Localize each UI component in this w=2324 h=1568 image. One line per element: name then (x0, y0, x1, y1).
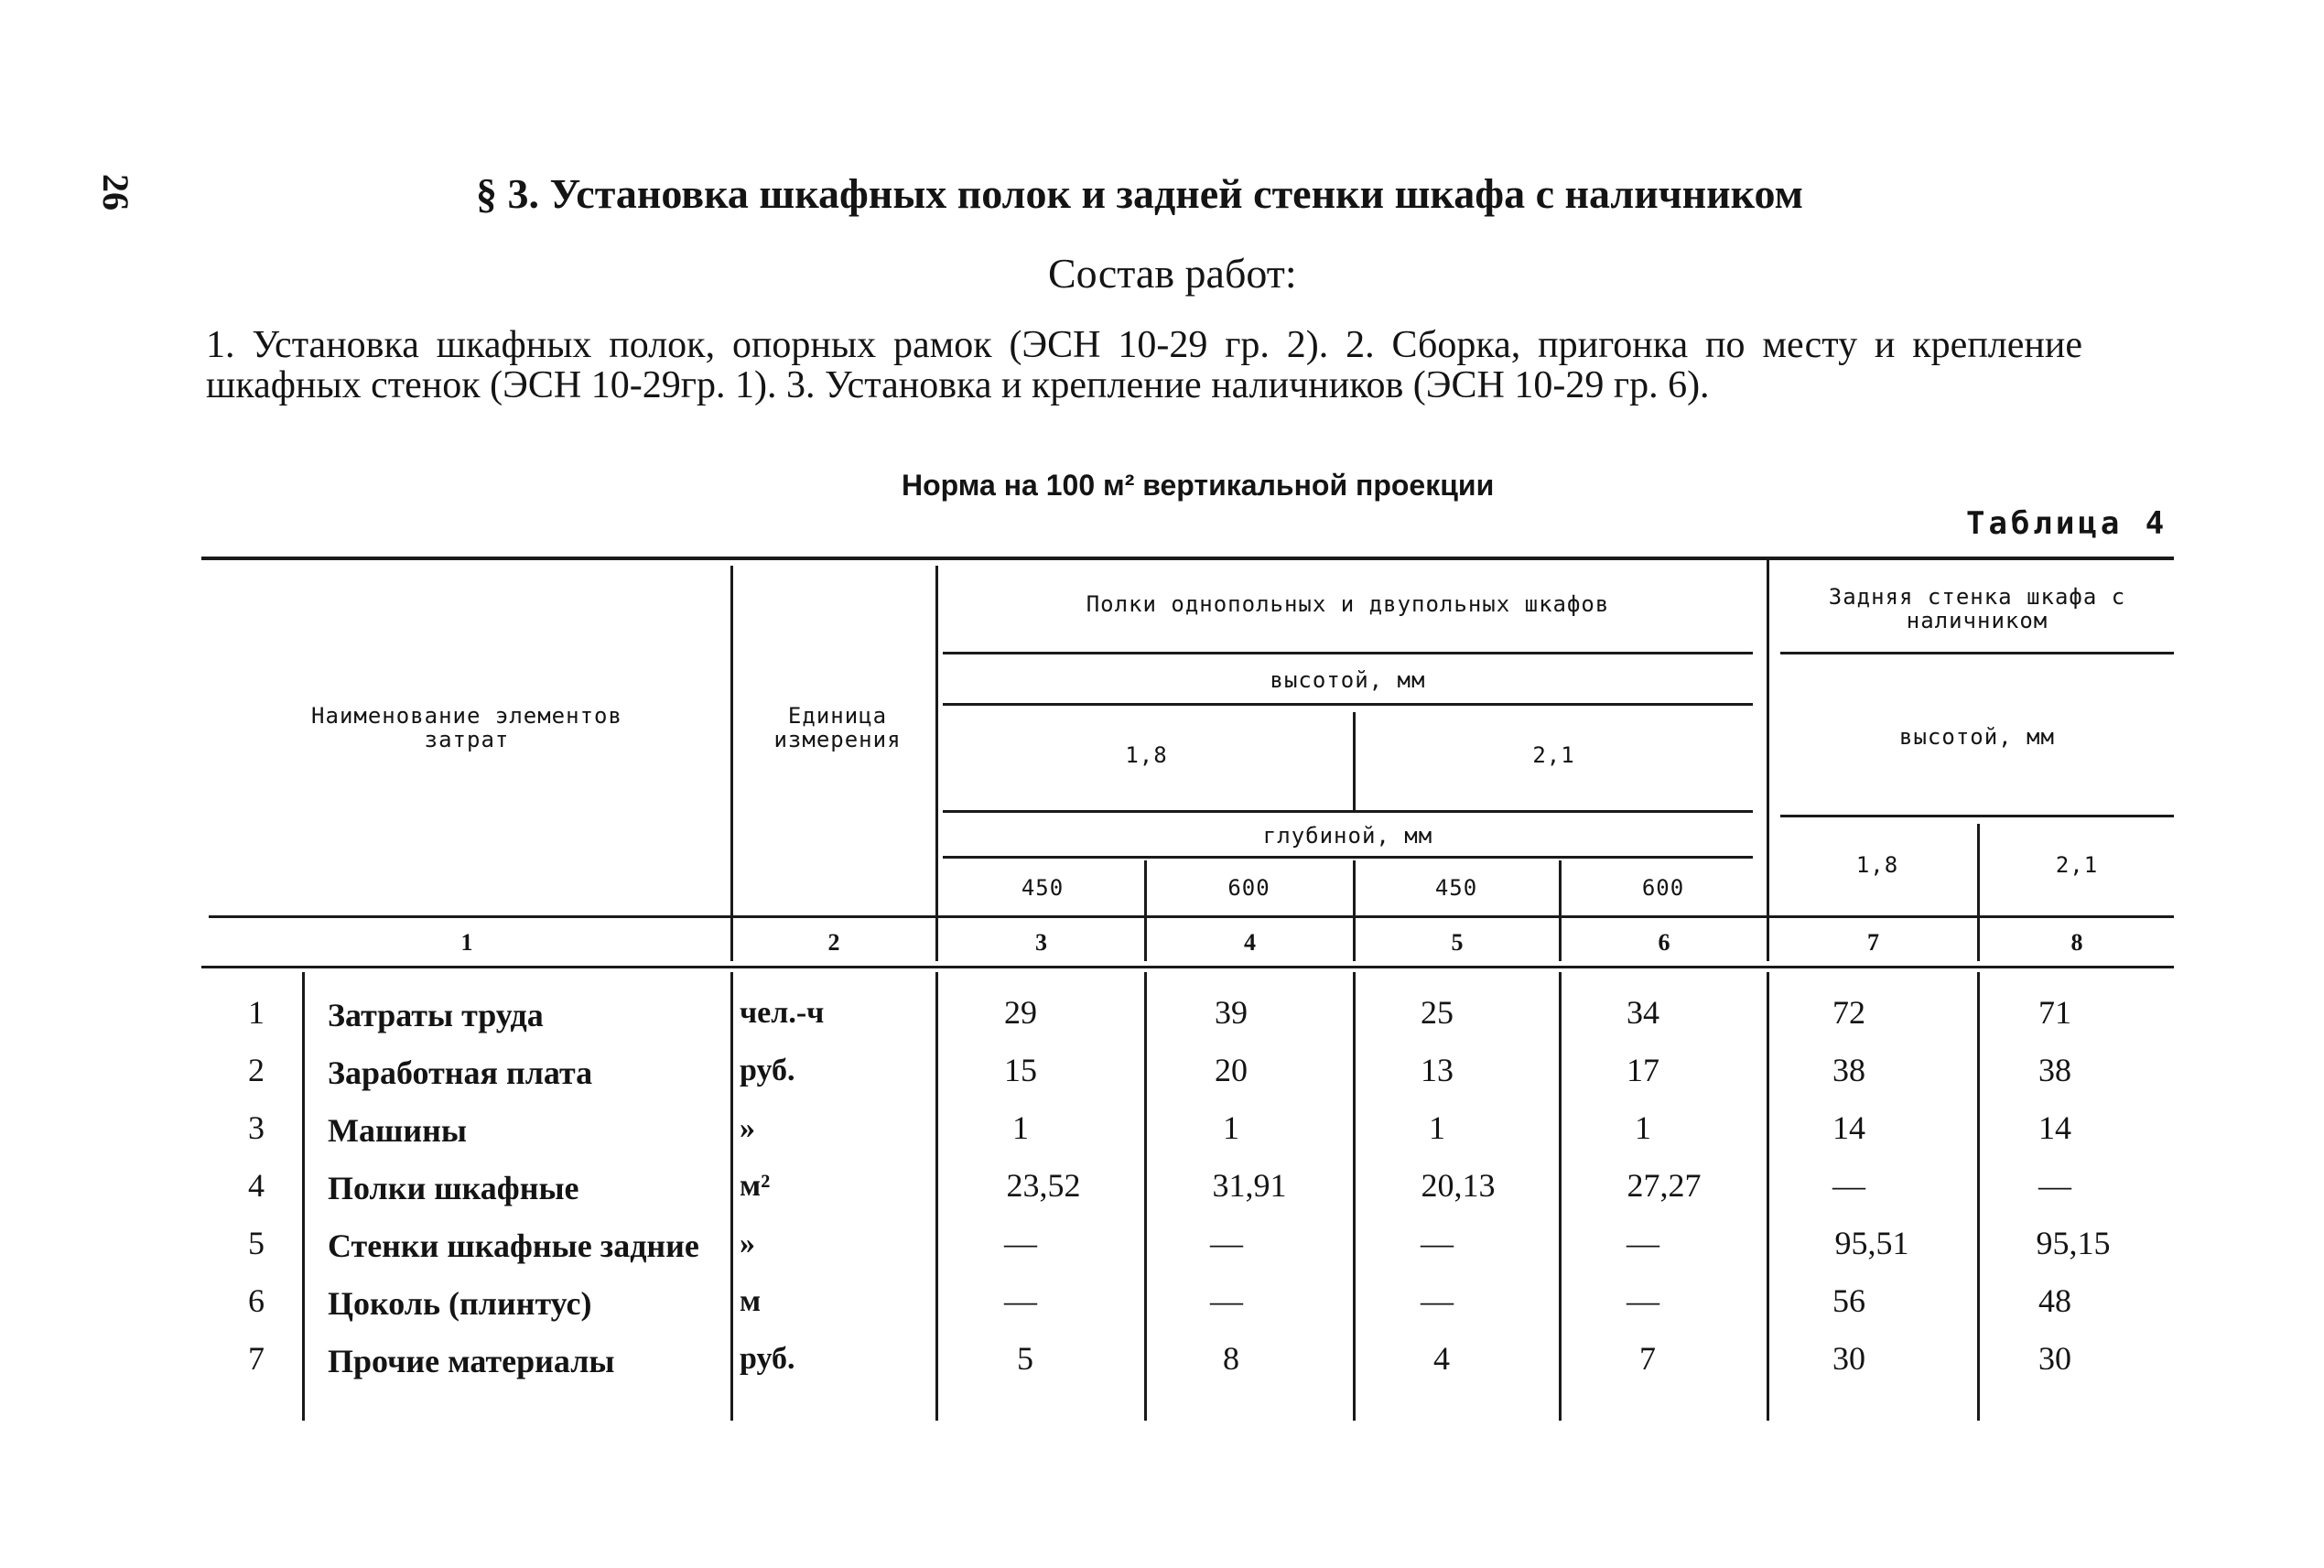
header-depth-450b: 450 (1434, 875, 1478, 901)
cell-value: — (1210, 1225, 1243, 1261)
section-title: § 3. Установка шкафных полок и задней стенки шкафа с наличником (476, 170, 1804, 217)
header-depth-450a: 450 (1021, 875, 1065, 901)
row-number: 3 (248, 1109, 265, 1146)
cell-value: — (1210, 1282, 1243, 1319)
cell-value: 4 (1433, 1340, 1450, 1377)
table-label: Таблица 4 (1966, 505, 2168, 542)
cell-value: — (1421, 1225, 1454, 1261)
row-name: Цоколь (плинтус) (328, 1285, 592, 1322)
cell-value: 15 (1004, 1052, 1037, 1088)
cell-value: 1 (1012, 1109, 1029, 1146)
row-name: Затраты труда (328, 997, 544, 1033)
cell-value: 25 (1421, 994, 1454, 1031)
header-back-height-18: 1,8 (1855, 852, 1899, 878)
column-number-7: 7 (1867, 929, 1879, 956)
row-unit: м (740, 1284, 762, 1318)
row-number: 4 (248, 1167, 265, 1204)
cell-value: 30 (2038, 1340, 2071, 1377)
rule-height-label (943, 703, 1753, 706)
row-number: 5 (248, 1225, 265, 1261)
header-unit: Единица измерения (773, 703, 902, 752)
cell-value: 14 (1832, 1109, 1865, 1146)
cell-value: 30 (1832, 1340, 1865, 1377)
row-name: Полки шкафные (328, 1170, 579, 1206)
cell-value: 38 (1832, 1052, 1865, 1088)
row-number: 7 (248, 1340, 265, 1377)
cell-value: 1 (1429, 1109, 1445, 1146)
cell-value: 71 (2038, 994, 2071, 1031)
cell-value: 48 (2038, 1282, 2071, 1319)
cell-value: 39 (1215, 994, 1248, 1031)
work-composition-text: 1. Установка шкафных полок, опорных рамок (ЭСН 10-29 гр. 2). 2. Сборка, пригонка по месту и крепление шкафных стенок (ЭСН 10-29гр. 1). 3. Установка и крепление наличников (ЭСН 10-29 гр. 6). (206, 324, 2082, 406)
row-name: Стенки шкафные задние (328, 1227, 699, 1264)
cell-value: — (1004, 1282, 1037, 1319)
rule-heights (943, 810, 1753, 813)
header-shelves-group: Полки однопольных и двупольных шкафов (1086, 591, 1610, 617)
cell-value: 17 (1627, 1052, 1659, 1088)
header-back-group: Задняя стенка шкафа с наличником (1828, 584, 2126, 633)
cell-value: 38 (2038, 1052, 2071, 1088)
cell-value: 1 (1635, 1109, 1651, 1146)
row-number: 6 (248, 1282, 265, 1319)
rule-colnum-bottom (201, 966, 2174, 968)
cell-value: — (1004, 1225, 1037, 1261)
row-number: 1 (248, 994, 265, 1031)
rule-header-bottom (209, 915, 2174, 918)
cell-value: 23,52 (1006, 1167, 1081, 1204)
vrule-unit-data (935, 566, 938, 961)
cell-value: 20 (1215, 1052, 1248, 1088)
cell-value: 7 (1639, 1340, 1656, 1377)
cell-value: 31,91 (1212, 1167, 1287, 1204)
vrule-body-name (730, 972, 733, 1421)
cell-value: — (1627, 1225, 1659, 1261)
cell-value: 56 (1832, 1282, 1865, 1319)
cell-value: 95,51 (1834, 1225, 1909, 1261)
column-number-5: 5 (1451, 929, 1464, 956)
column-number-4: 4 (1244, 929, 1256, 956)
norm-caption: Норма на 100 м² вертикальной проекции (902, 469, 1495, 502)
row-name: Прочие материалы (328, 1343, 615, 1379)
header-depth-600b: 600 (1641, 875, 1685, 901)
row-unit: » (740, 1227, 755, 1260)
column-number-6: 6 (1658, 929, 1670, 956)
row-unit: » (740, 1111, 755, 1145)
column-number-3: 3 (1035, 929, 1047, 956)
header-height-21: 2,1 (1532, 742, 1575, 768)
cell-value: — (1832, 1167, 1865, 1204)
cell-value: 20,13 (1421, 1167, 1496, 1204)
row-name: Заработная плата (328, 1054, 593, 1091)
cell-value: 13 (1421, 1052, 1454, 1088)
column-number-8: 8 (2070, 929, 2083, 956)
cell-value: 5 (1017, 1340, 1033, 1377)
column-number-1: 1 (460, 929, 473, 956)
work-composition-heading: Состав работ: (1048, 250, 1297, 297)
cell-value: 27,27 (1627, 1167, 1702, 1204)
rule-depth-label (943, 856, 1753, 859)
cell-value: 95,15 (2036, 1225, 2111, 1261)
row-name: Машины (328, 1112, 467, 1149)
cell-value: — (1627, 1282, 1659, 1319)
cell-value: 29 (1004, 994, 1037, 1031)
page-number: 26 (95, 174, 136, 211)
cell-value: — (1421, 1282, 1454, 1319)
rule-back-group (1780, 652, 2174, 654)
cell-value: 34 (1627, 994, 1659, 1031)
row-unit: руб. (740, 1054, 795, 1087)
cell-value: 1 (1223, 1109, 1239, 1146)
row-unit: руб. (740, 1342, 795, 1376)
header-height-18: 1,8 (1125, 742, 1168, 768)
row-number: 2 (248, 1052, 265, 1088)
column-number-2: 2 (827, 929, 840, 956)
cell-value: — (2038, 1167, 2071, 1204)
header-back-height-21: 2,1 (2055, 852, 2099, 878)
row-unit: чел.-ч (740, 996, 825, 1030)
header-depth-600a: 600 (1227, 875, 1270, 901)
header-back-height-label: высотой, мм (1899, 724, 2055, 750)
header-height-label: высотой, мм (1270, 667, 1426, 693)
vrule-body-num (302, 972, 305, 1421)
table-top-rule (201, 557, 2174, 560)
header-name: Наименование элементов затрат (311, 703, 622, 752)
cell-value: 14 (2038, 1109, 2071, 1146)
vrule-name-unit (730, 566, 733, 961)
cell-value: 72 (1832, 994, 1865, 1031)
row-unit: м² (740, 1169, 771, 1203)
rule-shelves-group (943, 652, 1753, 654)
vrule-shelves-back (1767, 560, 1769, 961)
header-depth-label: глубиной, мм (1262, 823, 1433, 849)
rule-back-height-label (1780, 815, 2174, 817)
cell-value: 8 (1223, 1340, 1239, 1377)
